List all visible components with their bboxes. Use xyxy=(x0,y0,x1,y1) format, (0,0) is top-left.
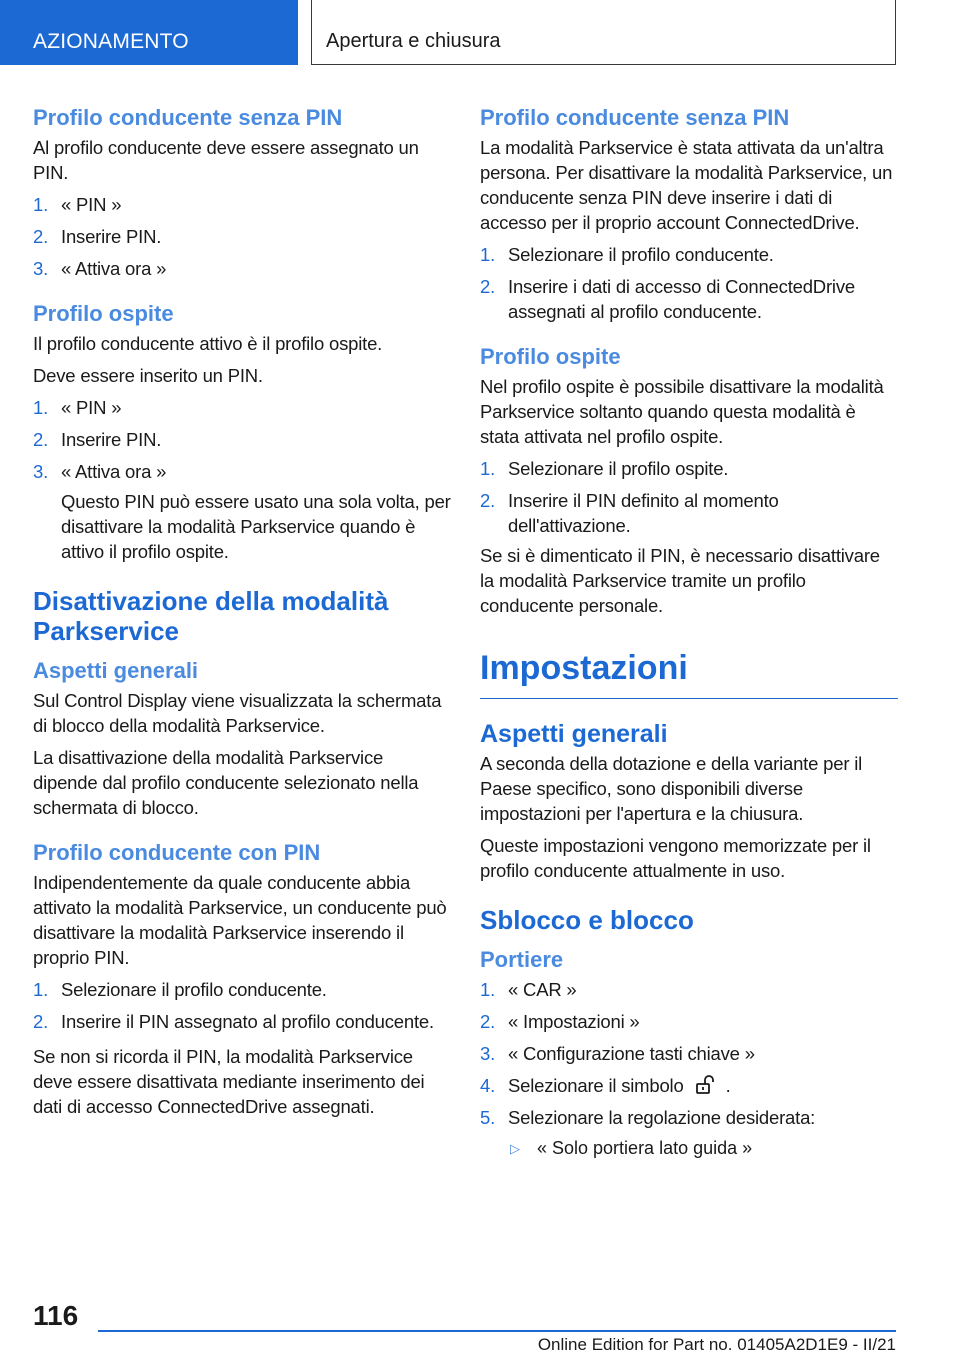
list-item xyxy=(33,256,451,281)
list-item xyxy=(33,1009,451,1034)
section-doors xyxy=(480,945,898,1161)
step-text: Selezionare il profilo conducente. xyxy=(61,979,327,1000)
step-text: Inserire PIN. xyxy=(61,429,162,450)
step-list xyxy=(480,977,898,1130)
unlock-icon xyxy=(694,1074,716,1096)
paragraph: Deve essere inserito un PIN. xyxy=(33,365,263,386)
step-text: Selezionare il profilo ospite. xyxy=(508,458,729,479)
step-list xyxy=(33,192,451,281)
list-item xyxy=(33,977,451,1002)
step-number: 2. xyxy=(33,226,49,247)
list-item xyxy=(480,1009,898,1034)
step-list xyxy=(480,456,898,538)
section-general-aspects xyxy=(480,719,898,883)
step-text: « CAR » xyxy=(508,979,577,1000)
list-item xyxy=(33,459,451,484)
list-item xyxy=(33,224,451,249)
list-item xyxy=(480,1105,898,1130)
sub-list-item xyxy=(480,1136,898,1161)
step-number: 3. xyxy=(480,1043,496,1064)
step-note: Questo PIN può essere usato una sola volta, per disattivare la modalità Parkservice quando è attivo il profilo ospite. xyxy=(61,491,451,562)
header-section-tab: AZIONAMENTO xyxy=(0,0,298,65)
right-column xyxy=(480,103,898,1161)
section-heading: Aspetti generali xyxy=(33,658,199,683)
paragraph: Se si è dimenticato il PIN, è necessario disattivare la modalità Parkservice tramite un profilo conducente personale. xyxy=(480,545,880,616)
header-chapter-title: Apertura e chiusura xyxy=(311,0,896,65)
paragraph: Al profilo conducente deve essere assegnato un PIN. xyxy=(33,137,419,183)
step-text: « Configurazione tasti chiave » xyxy=(508,1043,755,1064)
step-number: 2. xyxy=(480,276,496,297)
section-heading: Profilo ospite xyxy=(33,301,174,326)
step-number: 1. xyxy=(480,458,496,479)
section-driver-no-pin xyxy=(480,103,898,324)
step-text: Selezionare il simbolo xyxy=(508,1075,684,1096)
section-driver-with-pin xyxy=(33,838,451,1119)
chapter-heading: Disattivazione della modalità Parkservice xyxy=(33,586,389,646)
section-heading: Profilo conducente con PIN xyxy=(33,840,321,865)
section-heading: Profilo ospite xyxy=(480,344,621,369)
section-general-aspects xyxy=(33,656,451,820)
list-item xyxy=(480,456,898,481)
step-number: 2. xyxy=(33,429,49,450)
chapter-heading: Sblocco e blocco xyxy=(480,905,694,935)
section-heading: Profilo conducente senza PIN xyxy=(33,105,343,130)
step-text: Inserire il PIN definito al momento dell'attivazione. xyxy=(508,490,779,536)
section-guest-profile xyxy=(33,299,451,564)
step-text: « Attiva ora » xyxy=(61,461,167,482)
paragraph: La modalità Parkservice è stata attivata da un'altra persona. Per disattivare la modalità Parkservice, un conducente senza PIN deve inserire i dati di accesso per il proprio account ConnectedDrive. xyxy=(480,137,893,233)
step-number: 1. xyxy=(33,979,49,1000)
page-number: 116 xyxy=(33,1300,79,1331)
footer-divider xyxy=(98,1330,896,1332)
step-number: 2. xyxy=(33,1011,49,1032)
step-number: 1. xyxy=(33,397,49,418)
step-text-suffix: . xyxy=(725,1075,731,1096)
section-heading: Profilo conducente senza PIN xyxy=(480,105,790,130)
step-text: « Attiva ora » xyxy=(61,258,167,279)
section-heading: Portiere xyxy=(480,947,564,972)
paragraph: La disattivazione della modalità Parkservice dipende dal profilo conducente selezionato nella schermata di blocco. xyxy=(33,747,419,818)
step-text: Inserire PIN. xyxy=(61,226,162,247)
paragraph: Queste impostazioni vengono memorizzate per il profilo conducente attualmente in uso. xyxy=(480,835,871,881)
section-guest-profile xyxy=(480,342,898,618)
step-number: 1. xyxy=(33,194,49,215)
list-item xyxy=(33,395,451,420)
step-text: « PIN » xyxy=(61,397,122,418)
list-item xyxy=(33,427,451,452)
section-heading: Aspetti generali xyxy=(480,720,668,748)
step-number: 3. xyxy=(33,258,49,279)
section-driver-no-pin xyxy=(33,103,451,281)
step-number: 4. xyxy=(480,1075,496,1096)
footer-edition: Online Edition for Part no. 01405A2D1E9 - II/21 xyxy=(537,1335,896,1354)
chapter-heading: Impostazioni xyxy=(480,648,898,699)
step-list xyxy=(33,977,451,1034)
step-text: Inserire il PIN assegnato al profilo conducente. xyxy=(61,1011,434,1032)
step-number: 1. xyxy=(480,979,496,1000)
list-item xyxy=(480,274,898,324)
step-number: 3. xyxy=(33,461,49,482)
paragraph: Nel profilo ospite è possibile disattivare la modalità Parkservice soltanto quando questa modalità è stata attivata nel profilo ospite. xyxy=(480,376,884,447)
step-list xyxy=(33,395,451,484)
list-item xyxy=(33,192,451,217)
step-text: Selezionare la regolazione desiderata: xyxy=(508,1107,816,1128)
step-number: 5. xyxy=(480,1107,496,1128)
step-text: Inserire i dati di accesso di ConnectedDrive assegnati al profilo conducente. xyxy=(508,276,855,322)
sub-item-text: « Solo portiera lato guida » xyxy=(537,1138,753,1158)
step-text: Selezionare il profilo conducente. xyxy=(508,244,774,265)
triangle-bullet-icon: ▷ xyxy=(510,1141,520,1156)
paragraph: Sul Control Display viene visualizzata la schermata di blocco della modalità Parkservice. xyxy=(33,690,442,736)
step-number: 2. xyxy=(480,490,496,511)
list-item xyxy=(480,242,898,267)
paragraph: Indipendentemente da quale conducente abbia attivato la modalità Parkservice, un conducente può disattivare la modalità Parkservice inserendo il proprio PIN. xyxy=(33,872,447,968)
step-number: 1. xyxy=(480,244,496,265)
list-item xyxy=(480,488,898,538)
list-item xyxy=(480,1073,898,1098)
paragraph: Se non si ricorda il PIN, la modalità Parkservice deve essere disattivata mediante inserimento dei dati di accesso ConnectedDrive assegnati. xyxy=(33,1046,425,1117)
paragraph: Il profilo conducente attivo è il profilo ospite. xyxy=(33,333,383,354)
step-list xyxy=(480,242,898,324)
list-item xyxy=(480,1041,898,1066)
step-number: 2. xyxy=(480,1011,496,1032)
paragraph: A seconda della dotazione e della variante per il Paese specifico, sono disponibili diverse impostazioni per l'apertura e la chiusura. xyxy=(480,753,863,824)
list-item xyxy=(480,977,898,1002)
left-column xyxy=(33,103,451,1126)
step-text: « Impostazioni » xyxy=(508,1011,640,1032)
step-text: « PIN » xyxy=(61,194,122,215)
